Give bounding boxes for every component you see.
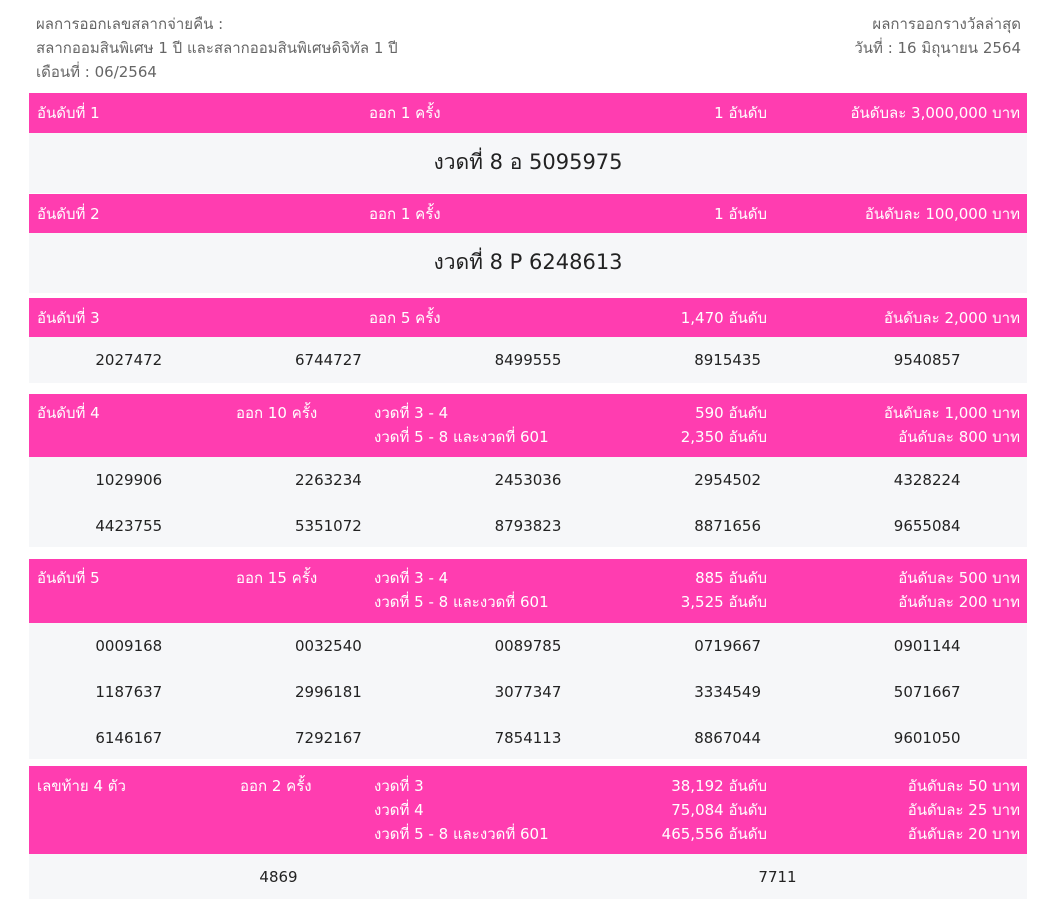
number-grid (29, 865, 1027, 889)
prize-count: 465,556 อันดับ (661, 825, 767, 843)
prize-2-header (29, 194, 1027, 233)
header-right (854, 12, 1021, 60)
prize-count: 590 อันดับ (695, 404, 767, 422)
prize-count: 1,470 อันดับ (680, 309, 767, 327)
prize-4-header (29, 394, 1027, 457)
winning-number: 4869 (259, 868, 298, 886)
prize-3-section (29, 298, 1027, 383)
draw-range: งวดที่ 3 - 4 (374, 569, 449, 587)
prize-1-body (29, 133, 1027, 193)
last-4-digits-section (29, 766, 1027, 899)
lottery-type: สลากออมสินพิเศษ 1 ปี และสลากออมสินพิเศษดิจิทัล 1 ปี (36, 39, 398, 57)
prize-name: อันดับที่ 4 (37, 404, 100, 422)
latest-result-label: ผลการออกรางวัลล่าสุด (872, 15, 1021, 33)
prize-times: ออก 2 ครั้ง (240, 777, 312, 795)
winning-number: 8499555 (494, 351, 562, 369)
prize-name: อันดับที่ 1 (37, 104, 100, 122)
month-label: เดือนที่ : 06/2564 (36, 63, 157, 81)
prize-1-section (29, 93, 1027, 193)
prize-4-body (29, 457, 1027, 547)
prize-name: อันดับที่ 3 (37, 309, 100, 327)
prize-amount: อันดับละ 500 บาท (898, 569, 1020, 587)
winning-number: 9540857 (893, 351, 961, 369)
winning-number: 2954502 (694, 471, 761, 489)
prize-5-section (29, 559, 1027, 759)
winning-number: 0009168 (95, 637, 163, 655)
winning-number: 1029906 (95, 471, 163, 489)
prize-name: อันดับที่ 5 (37, 569, 100, 587)
prize-4-section (29, 394, 1027, 547)
number-grid-row (29, 680, 1027, 704)
winning-number: 7854113 (494, 729, 562, 747)
winning-number: 0032540 (294, 637, 362, 655)
prize-amount: อันดับละ 25 บาท (907, 801, 1020, 819)
prize-name: อันดับที่ 2 (37, 205, 100, 223)
winning-number: 5071667 (893, 683, 961, 701)
draw-range: งวดที่ 5 - 8 และงวดที่ 601 (374, 825, 549, 843)
number-grid-row (29, 468, 1027, 492)
prize-amount: อันดับละ 1,000 บาท (883, 404, 1020, 422)
winning-number: 3077347 (494, 683, 562, 701)
prize-5-body (29, 623, 1027, 759)
prize-times: ออก 1 ครั้ง (369, 104, 441, 122)
winning-number: 2263234 (294, 471, 362, 489)
prize-amount: อันดับละ 50 บาท (907, 777, 1020, 795)
prize-times: ออก 10 ครั้ง (236, 404, 318, 422)
last-4-digits-header (29, 766, 1027, 854)
winning-number: งวดที่ 8 P 6248613 (433, 250, 623, 274)
prize-times: ออก 5 ครั้ง (369, 309, 441, 327)
winning-number: 2027472 (95, 351, 163, 369)
winning-number: 0719667 (694, 637, 761, 655)
winning-number: 7292167 (294, 729, 362, 747)
prize-amount: อันดับละ 100,000 บาท (864, 205, 1020, 223)
winning-number: 8867044 (694, 729, 761, 747)
number-grid-row (29, 514, 1027, 538)
prize-count: 885 อันดับ (695, 569, 767, 587)
prize-5-header (29, 559, 1027, 623)
prize-3-body (29, 337, 1027, 383)
prize-name: เลขท้าย 4 ตัว (37, 777, 126, 795)
winning-number: 8793823 (494, 517, 562, 535)
prize-times: ออก 15 ครั้ง (236, 569, 318, 587)
header-left (36, 12, 398, 84)
winning-number: 9601050 (893, 729, 961, 747)
prize-count: 38,192 อันดับ (671, 777, 767, 795)
winning-number: 4328224 (893, 471, 961, 489)
winning-number: 7711 (758, 868, 797, 886)
number-grid (29, 348, 1027, 372)
winning-number: 8871656 (694, 517, 761, 535)
prize-count: 1 อันดับ (714, 104, 767, 122)
draw-range: งวดที่ 3 (374, 777, 424, 795)
prize-amount: อันดับละ 800 บาท (898, 428, 1020, 446)
last-4-digits-body (29, 854, 1027, 899)
prize-count: 75,084 อันดับ (671, 801, 767, 819)
winning-number: 2453036 (494, 471, 562, 489)
prize-2-body (29, 233, 1027, 293)
draw-range: งวดที่ 5 - 8 และงวดที่ 601 (374, 593, 549, 611)
prize-amount: อันดับละ 2,000 บาท (883, 309, 1020, 327)
prize-count: 1 อันดับ (714, 205, 767, 223)
page-header (36, 12, 1021, 84)
winning-number: 1187637 (95, 683, 163, 701)
result-title: ผลการออกเลขสลากจ่ายคืน : (36, 15, 224, 33)
winning-number: 5351072 (294, 517, 362, 535)
prize-3-header (29, 298, 1027, 337)
winning-number: 6744727 (294, 351, 362, 369)
prize-count: 2,350 อันดับ (680, 428, 767, 446)
winning-number: 3334549 (694, 683, 761, 701)
winning-number: 9655084 (893, 517, 961, 535)
winning-number: 4423755 (95, 517, 163, 535)
prize-count: 3,525 อันดับ (680, 593, 767, 611)
prize-1-header (29, 93, 1027, 133)
draw-range: งวดที่ 5 - 8 และงวดที่ 601 (374, 428, 549, 446)
prize-2-section (29, 194, 1027, 293)
winning-number: 6146167 (95, 729, 163, 747)
number-grid-row (29, 726, 1027, 750)
draw-range: งวดที่ 3 - 4 (374, 404, 449, 422)
winning-number: 0901144 (893, 637, 961, 655)
prize-amount: อันดับละ 200 บาท (898, 593, 1020, 611)
draw-range: งวดที่ 4 (374, 801, 424, 819)
winning-number: งวดที่ 8 อ 5095975 (433, 150, 623, 174)
prize-amount: อันดับละ 20 บาท (907, 825, 1020, 843)
number-grid-row (29, 634, 1027, 658)
prize-amount: อันดับละ 3,000,000 บาท (850, 104, 1020, 122)
winning-number: 2996181 (294, 683, 362, 701)
winning-number: 8915435 (694, 351, 761, 369)
winning-number: 0089785 (494, 637, 562, 655)
prize-times: ออก 1 ครั้ง (369, 205, 441, 223)
draw-date: วันที่ : 16 มิถุนายน 2564 (854, 39, 1021, 57)
